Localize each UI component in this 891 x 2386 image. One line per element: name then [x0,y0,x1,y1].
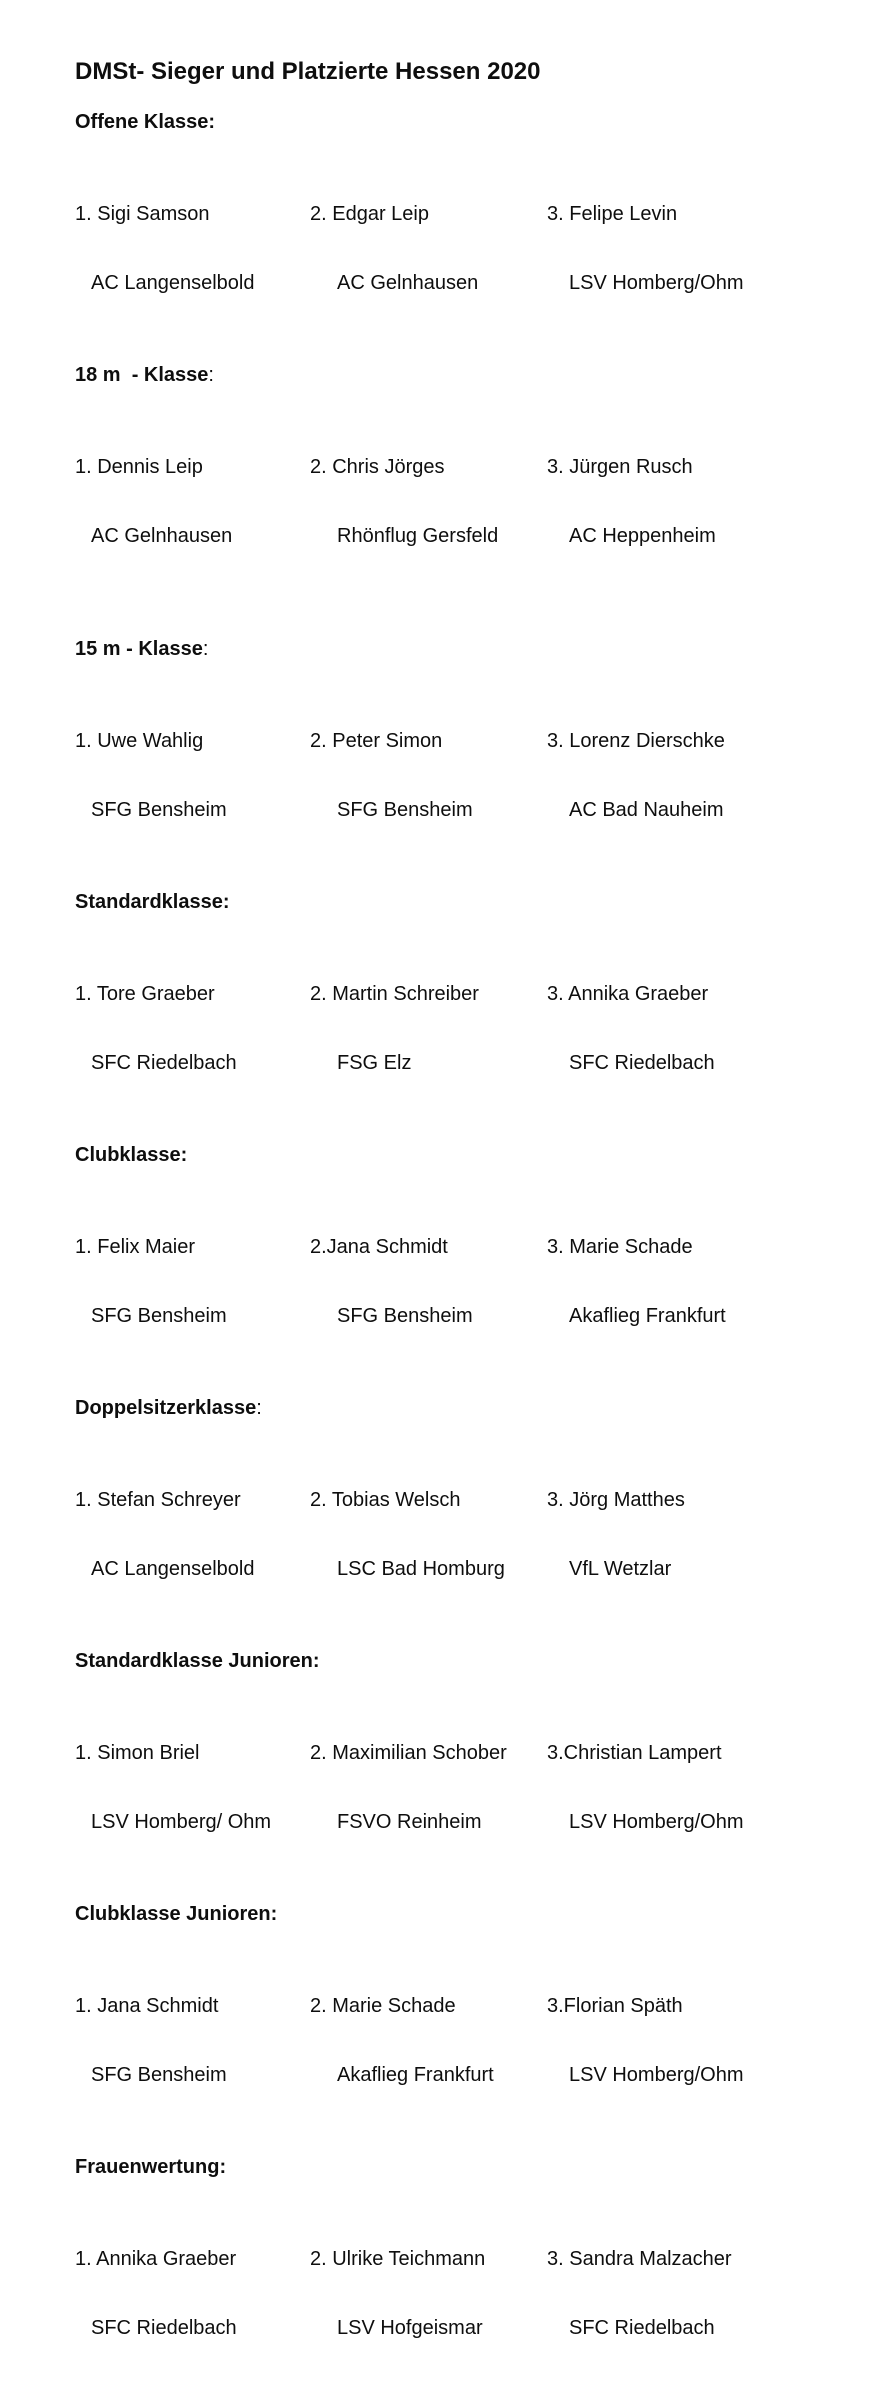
placement-entry [547,410,851,594]
placement-entry [547,937,851,1121]
pilot-name: 2. Marie Schade [310,1995,456,2017]
class-section [75,1397,851,1627]
placements-row [75,157,851,341]
placements-row [75,410,851,594]
placement-entry [310,410,547,594]
placement-entry [75,1696,310,1880]
placement-entry [75,410,310,594]
placement-entry [547,157,851,341]
pilot-club: SFC Riedelbach [91,1052,237,1074]
placement-entry [75,1190,310,1374]
pilot-name: 2. Edgar Leip [310,203,429,225]
section-heading-text: 15 m - Klasse [75,638,203,660]
pilot-name: 1. Simon Briel [75,1742,200,1764]
class-section [75,891,851,1121]
pilot-club: SFG Bensheim [337,799,473,821]
class-section [75,2156,851,2386]
section-heading-text: Standardklasse: [75,891,230,913]
class-section [75,364,851,594]
pilot-name: 3. Marie Schade [547,1236,693,1258]
pilot-club: SFG Bensheim [91,1305,227,1327]
pilot-club: AC Bad Nauheim [569,799,724,821]
placements-row [75,937,851,1121]
pilot-club: AC Heppenheim [569,525,716,547]
pilot-club: FSG Elz [337,1052,412,1074]
section-heading [75,638,851,661]
section-heading [75,1144,851,1167]
placements-row [75,1190,851,1374]
class-section [75,1903,851,2133]
pilot-name: 2.Jana Schmidt [310,1236,448,1258]
section-heading-colon: : [202,638,209,660]
pilot-club: VfL Wetzlar [569,1558,672,1580]
placement-entry [547,684,851,868]
placement-entry [547,2202,851,2386]
class-section [75,1144,851,1374]
pilot-club: SFG Bensheim [337,1305,473,1327]
section-heading-text: Clubklasse Junioren: [75,1903,278,1925]
pilot-name: 3. Sandra Malzacher [547,2248,732,2270]
placement-entry [547,1190,851,1374]
pilot-name: 1. Stefan Schreyer [75,1489,241,1511]
section-heading-colon: : [208,364,214,386]
placement-entry [310,1190,547,1374]
placement-entry [547,1949,851,2133]
pilot-name: 2. Martin Schreiber [310,983,479,1005]
pilot-club: LSV Hofgeismar [337,2317,483,2339]
section-heading [75,1397,851,1420]
sections-container [75,111,851,2386]
pilot-name: 3.Florian Späth [547,1995,683,2017]
pilot-club: AC Langenselbold [91,272,255,294]
pilot-club: LSV Homberg/Ohm [569,1811,744,1833]
section-heading [75,2156,851,2179]
placement-entry [310,1443,547,1627]
pilot-club: AC Langenselbold [91,1558,255,1580]
pilot-club: Akaflieg Frankfurt [569,1305,726,1327]
section-heading [75,1903,851,1926]
placements-row [75,684,851,868]
class-section [75,1650,851,1880]
section-heading [75,1650,851,1673]
placements-row [75,1696,851,1880]
placement-entry [75,937,310,1121]
pilot-name: 1. Dennis Leip [75,456,203,478]
pilot-name: 3. Lorenz Dierschke [547,730,725,752]
pilot-club: LSV Homberg/Ohm [569,272,744,294]
pilot-name: 1. Tore Graeber [75,983,215,1005]
pilot-name: 3. Jürgen Rusch [547,456,693,478]
pilot-name: 2. Maximilian Schober [310,1742,507,1764]
section-heading [75,111,851,134]
pilot-name: 3. Felipe Levin [547,203,678,225]
placement-entry [310,157,547,341]
placement-entry [75,157,310,341]
pilot-club: SFC Riedelbach [569,2317,715,2339]
placement-entry [310,1696,547,1880]
pilot-name: 1. Uwe Wahlig [75,730,204,752]
class-section [75,111,851,341]
pilot-name: 2. Ulrike Teichmann [310,2248,486,2270]
pilot-club: AC Gelnhausen [337,272,479,294]
placement-entry [310,1949,547,2133]
section-heading-text: 18 m - Klasse [75,364,209,386]
pilot-club: SFG Bensheim [91,2064,227,2086]
pilot-name: 3.Christian Lampert [547,1742,722,1764]
section-heading-text: Standardklasse Junioren: [75,1650,320,1672]
pilot-club: LSC Bad Homburg [337,1558,505,1580]
pilot-club: SFC Riedelbach [569,1052,715,1074]
pilot-club: Akaflieg Frankfurt [337,2064,494,2086]
section-heading-text: Frauenwertung: [75,2156,227,2178]
placement-entry [75,2202,310,2386]
pilot-club: Rhönflug Gersfeld [337,525,499,547]
pilot-club: AC Gelnhausen [91,525,233,547]
section-heading [75,891,851,914]
pilot-club: LSV Homberg/Ohm [569,2064,744,2086]
pilot-club: SFC Riedelbach [91,2317,237,2339]
pilot-name: 1. Annika Graeber [75,2248,237,2270]
section-heading-text: Offene Klasse: [75,111,216,133]
placements-row [75,1443,851,1627]
section-heading [75,364,851,387]
placements-row [75,2202,851,2386]
placement-entry [75,1949,310,2133]
pilot-club: SFG Bensheim [91,799,227,821]
placement-entry [75,684,310,868]
pilot-club: LSV Homberg/ Ohm [91,1811,272,1833]
section-heading-colon: : [256,1397,262,1419]
class-section [75,638,851,868]
pilot-name: 1. Sigi Samson [75,203,210,225]
placement-entry [310,937,547,1121]
pilot-name: 2. Tobias Welsch [310,1489,461,1511]
pilot-name: 1. Jana Schmidt [75,1995,219,2017]
placement-entry [310,684,547,868]
pilot-name: 2. Chris Jörges [310,456,445,478]
placement-entry [310,2202,547,2386]
placement-entry [547,1696,851,1880]
section-heading-text: Clubklasse: [75,1144,188,1166]
page-title: DMSt- Sieger und Platzierte Hessen 2020 [75,58,541,85]
placements-row [75,1949,851,2133]
pilot-name: 2. Peter Simon [310,730,443,752]
pilot-name: 3. Annika Graeber [547,983,709,1005]
section-heading-text: Doppelsitzerklasse [75,1397,257,1419]
pilot-name: 3. Jörg Matthes [547,1489,685,1511]
pilot-name: 1. Felix Maier [75,1236,196,1258]
pilot-club: FSVO Reinheim [337,1811,482,1833]
placement-entry [547,1443,851,1627]
placement-entry [75,1443,310,1627]
